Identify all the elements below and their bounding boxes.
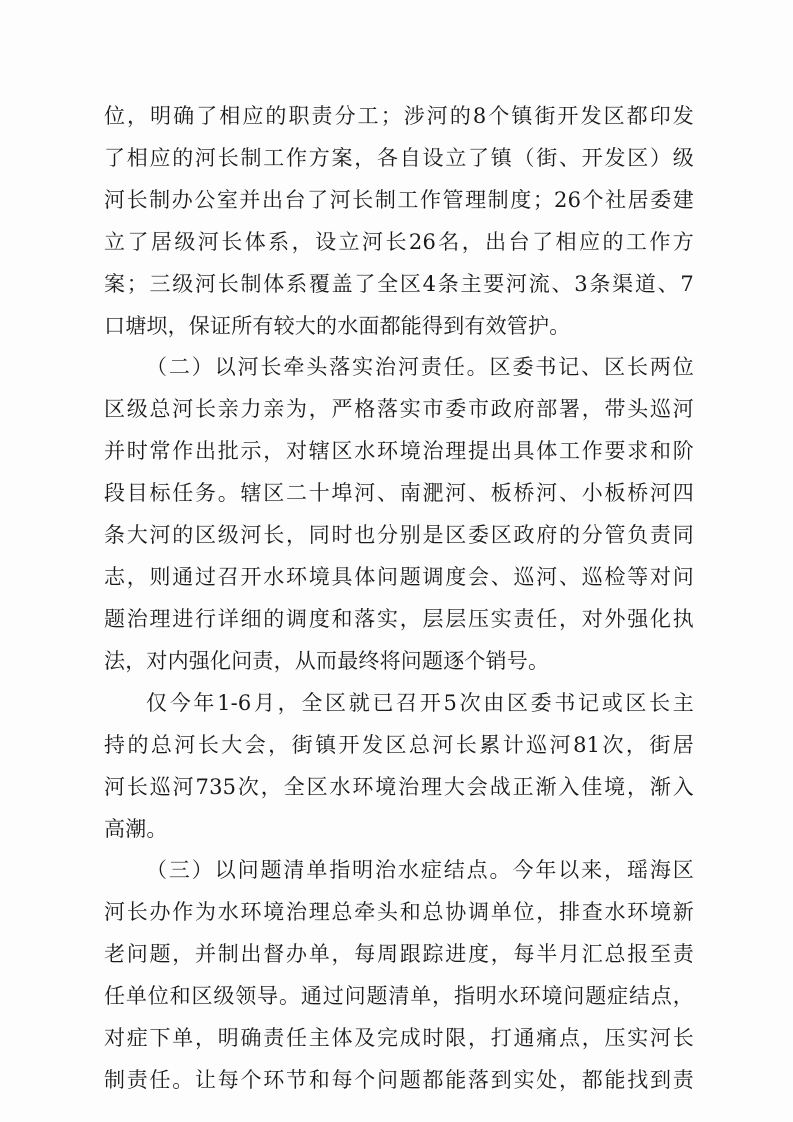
text-line: 志，则通过召开水环境具体问题调度会、巡河、巡检等对问 — [104, 565, 694, 589]
text-line: 老问题，并制出督办单，每周跟踪进度，每半月汇总报至责 — [104, 942, 694, 966]
text-line: 持的总河长大会，街镇开发区总河长累计巡河81次，街居 — [104, 733, 694, 757]
text-line: 了相应的河长制工作方案，各自设立了镇（街、开发区）级 — [104, 146, 694, 170]
text-line: 口塘坝，保证所有较大的水面都能得到有效管护。 — [104, 314, 571, 338]
text-line: 案；三级河长制体系覆盖了全区4条主要河流、3条渠道、7 — [104, 272, 694, 296]
text-line: （二）以河长牵头落实治河责任。区委书记、区长两位 — [146, 355, 694, 379]
text-line: （三）以问题清单指明治水症结点。今年以来，瑶海区 — [146, 858, 694, 882]
text-line: 仅今年1-6月，全区就已召开5次由区委书记或区长主 — [146, 691, 694, 715]
text-line: 并时常作出批示，对辖区水环境治理提出具体工作要求和阶 — [104, 439, 694, 463]
text-line: 制责任。让每个环节和每个问题都能落到实处，都能找到责 — [104, 1068, 694, 1092]
text-line: 区级总河长亲力亲为，严格落实市委市政府部署，带头巡河 — [104, 397, 694, 421]
text-line: 任单位和区级领导。通过问题清单，指明水环境问题症结点， — [104, 984, 694, 1008]
text-line: 段目标任务。辖区二十埠河、南淝河、板桥河、小板桥河四 — [104, 481, 694, 505]
text-line: 条大河的区级河长，同时也分别是区委区政府的分管负责同 — [104, 523, 694, 547]
text-line: 立了居级河长体系，设立河长26名，出台了相应的工作方 — [104, 230, 694, 254]
text-line: 法，对内强化问责，从而最终将问题逐个销号。 — [104, 649, 550, 673]
text-line: 河长办作为水环境治理总牵头和总协调单位，排查水环境新 — [104, 900, 694, 924]
text-line: 题治理进行详细的调度和落实，层层压实责任，对外强化执 — [104, 607, 694, 631]
text-line: 位，明确了相应的职责分工；涉河的8个镇街开发区都印发 — [104, 104, 694, 128]
text-line: 河长巡河735次，全区水环境治理大会战正渐入佳境，渐入 — [104, 775, 694, 799]
text-line: 高潮。 — [104, 817, 168, 841]
text-line: 对症下单，明确责任主体及完成时限，打通痛点，压实河长 — [104, 1026, 694, 1050]
text-line: 河长制办公室并出台了河长制工作管理制度；26个社居委建 — [104, 188, 694, 212]
